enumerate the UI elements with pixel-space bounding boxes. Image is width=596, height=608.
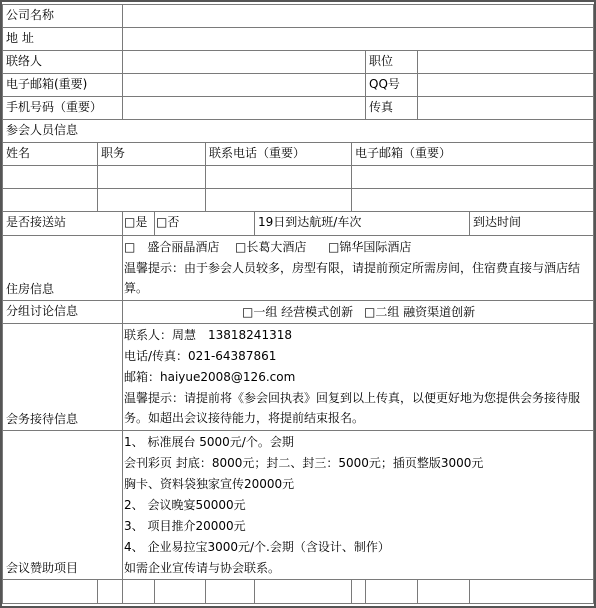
pickup-yes-checkbox[interactable]: □是 — [122, 211, 155, 236]
attendee-header-title: 职务 — [97, 142, 206, 166]
mobile-label: 手机号码（重要） — [2, 96, 123, 120]
reception-label-cell — [2, 323, 123, 431]
blank-cell — [97, 579, 123, 604]
reception-tip-line1: 温馨提示：请提前将《参会回执表》回复到以上传真，以便更好地为您提供会务接待服 — [124, 391, 581, 405]
fax-field[interactable] — [417, 96, 594, 120]
attendee-email-field[interactable] — [351, 188, 594, 212]
position-label: 职位 — [365, 50, 418, 74]
email-label: 电子邮箱(重要) — [2, 73, 123, 97]
group-discussion-options — [122, 300, 594, 324]
lodging-options-cell — [122, 235, 594, 301]
blank-cell — [417, 579, 470, 604]
sponsor-item-booth: 1、 标准展台 5000元/个。会期 — [124, 435, 294, 449]
hotel-option-jinhua[interactable]: □锦华国际酒店 — [328, 240, 412, 254]
sponsor-item-banner: 4、 企业易拉宝3000元/个.会期（含设计、制作） — [124, 540, 390, 554]
address-field[interactable] — [122, 27, 594, 51]
lodging-tip-line1: 温馨提示：由于参会人员较多，房型有限，请提前预定所需房间，住宿费直接与酒店结 — [124, 261, 581, 275]
sponsorship-label: 会议赞助项目 — [6, 561, 79, 575]
sponsor-contact-note: 如需企业宣传请与协会联系。 — [124, 561, 281, 575]
sponsorship-label-cell — [2, 430, 123, 580]
attendee-email-field[interactable] — [351, 165, 594, 189]
blank-cell — [351, 579, 366, 604]
hotel-option-shenghe[interactable]: □ 盛合丽晶酒店 — [124, 240, 220, 254]
reception-contact-line: 联系人：周慧 13818241318 — [124, 328, 292, 342]
fax-label: 传真 — [365, 96, 418, 120]
hotel-option-changge[interactable]: □长葛大酒店 — [235, 240, 307, 254]
arrival-time-label: 到达时间 — [469, 211, 594, 236]
blank-cell — [205, 579, 255, 604]
group-discussion-label: 分组讨论信息 — [2, 300, 123, 324]
blank-cell — [2, 579, 98, 604]
pickup-label: 是否接送站 — [2, 211, 123, 236]
blank-cell — [365, 579, 418, 604]
qq-label: QQ号 — [365, 73, 418, 97]
blank-cell — [254, 579, 352, 604]
attendee-phone-field[interactable] — [205, 188, 352, 212]
attendee-header-email: 电子邮箱（重要） — [351, 142, 594, 166]
position-field[interactable] — [417, 50, 594, 74]
company-field[interactable] — [122, 4, 594, 28]
reception-email-line: 邮箱：haiyue2008@126.com — [124, 370, 296, 384]
reception-tip-line2: 务。如超出会议接待能力，将提前结束报名。 — [124, 411, 365, 425]
address-label: 地 址 — [2, 27, 123, 51]
reception-info-cell — [122, 323, 594, 431]
blank-cell — [122, 579, 155, 604]
email-field[interactable] — [122, 73, 366, 97]
attendee-name-field[interactable] — [2, 188, 98, 212]
blank-cell — [154, 579, 206, 604]
company-label: 公司名称 — [2, 4, 123, 28]
attendee-header-phone: 联系电话（重要） — [205, 142, 352, 166]
group-option-2[interactable]: □二组 融资渠道创新 — [364, 305, 476, 319]
sponsor-item-badge: 胸卡、资料袋独家宣传20000元 — [124, 477, 295, 491]
blank-cell — [469, 579, 594, 604]
contact-field[interactable] — [122, 50, 366, 74]
sponsorship-items-cell — [122, 430, 594, 580]
lodging-label: 住房信息 — [6, 282, 55, 296]
pickup-no-checkbox[interactable]: □否 — [154, 211, 255, 236]
lodging-label-cell — [2, 235, 123, 301]
reception-phone-line: 电话/传真：021-64387861 — [124, 349, 277, 363]
sponsor-item-project: 3、 项目推介20000元 — [124, 519, 246, 533]
attendee-header-name: 姓名 — [2, 142, 98, 166]
group-option-1[interactable]: □一组 经营模式创新 — [242, 305, 354, 319]
arrival-flight-label: 19日到达航班/车次 — [254, 211, 470, 236]
reception-label: 会务接待信息 — [6, 412, 79, 426]
sponsor-item-dinner: 2、 会议晚宴50000元 — [124, 498, 246, 512]
mobile-field[interactable] — [122, 96, 366, 120]
contact-label: 联络人 — [2, 50, 123, 74]
sponsor-item-brochure: 会刊彩页 封底：8000元；封二、封三：5000元；插页整版3000元 — [124, 456, 484, 470]
attendee-name-field[interactable] — [2, 165, 98, 189]
lodging-tip-line2: 算。 — [124, 281, 149, 295]
attendee-title-field[interactable] — [97, 188, 206, 212]
attendee-title-field[interactable] — [97, 165, 206, 189]
attendee-phone-field[interactable] — [205, 165, 352, 189]
qq-field[interactable] — [417, 73, 594, 97]
attendees-section-title: 参会人员信息 — [2, 119, 594, 143]
